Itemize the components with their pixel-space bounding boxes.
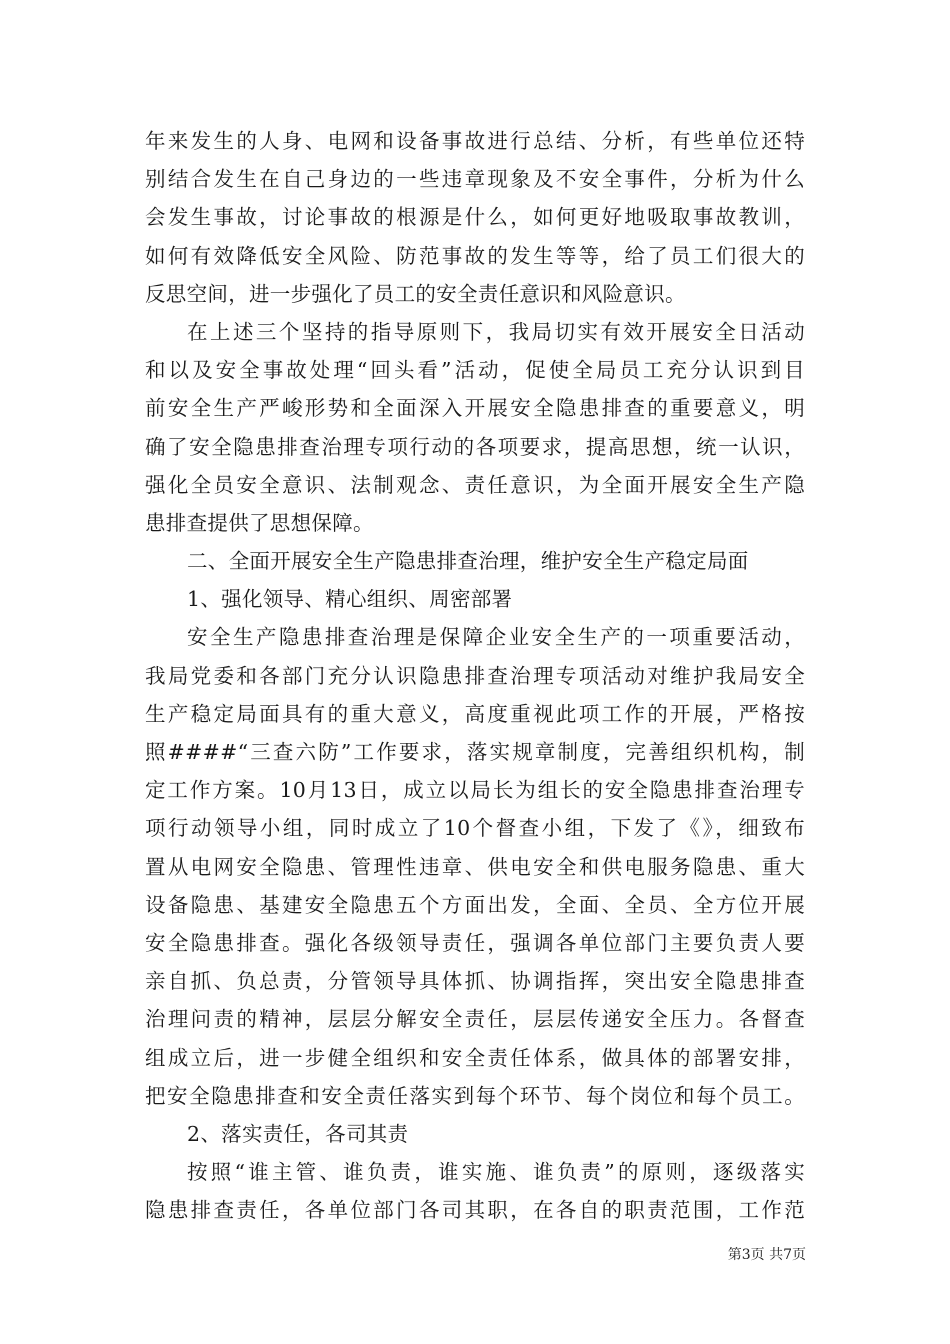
text-line: 二、全面开展安全生产隐患排查治理，维护安全生产稳定局面 — [187, 549, 749, 574]
text-line: 项行动领导小组，同时成立了10个督查小组，下发了《》，细致布 — [145, 816, 805, 841]
text-line: 2、落实责任，各司其责 — [187, 1121, 409, 1146]
text-line: 强化全员安全意识、法制观念、责任意识，为全面开展安全生产隐 — [145, 472, 805, 497]
text-line: 确了安全隐患排查治理专项行动的各项要求，提高思想，统一认识， — [145, 434, 805, 459]
text-line: 1、强化领导、精心组织、周密部署 — [187, 587, 513, 612]
text-line: 安全隐患排查。强化各级领导责任，强调各单位部门主要负责人要 — [145, 930, 805, 955]
text-line: 亲自抓、负总责，分管领导具体抓、协调指挥，突出安全隐患排查 — [145, 969, 805, 994]
text-line: 定工作方案。10月13日，成立以局长为组长的安全隐患排查治理专 — [145, 778, 805, 803]
text-line: 安全生产隐患排查治理是保障企业安全生产的一项重要活动， — [187, 625, 805, 650]
text-line: 设备隐患、基建安全隐患五个方面出发，全面、全员、全方位开展 — [145, 892, 805, 917]
text-line: 如何有效降低安全风险、防范事故的发生等等，给了员工们很大的 — [145, 243, 805, 268]
text-line: 患排查提供了思想保障。 — [145, 510, 374, 535]
text-line: 按照“谁主管、谁负责，谁实施、谁负责”的原则，逐级落实 — [187, 1160, 805, 1185]
text-line: 我局党委和各部门充分认识隐患排查治理专项活动对维护我局安全 — [145, 663, 805, 688]
text-line: 治理问责的精神，层层分解安全责任，层层传递安全压力。各督查 — [145, 1007, 805, 1032]
text-line: 会发生事故，讨论事故的根源是什么，如何更好地吸取事故教训， — [145, 205, 805, 230]
text-line: 照####“三查六防”工作要求，落实规章制度，完善组织机构，制 — [145, 740, 805, 764]
text-line: 隐患排查责任，各单位部门各司其职，在各自的职责范围，工作范 — [145, 1198, 805, 1223]
text-line: 把安全隐患排查和安全责任落实到每个环节、每个岗位和每个员工。 — [145, 1083, 805, 1108]
text-line: 组成立后，进一步健全组织和安全责任体系，做具体的部署安排， — [145, 1045, 805, 1070]
text-line: 置从电网安全隐患、管理性违章、供电安全和供电服务隐患、重大 — [145, 854, 805, 879]
text-line: 前安全生产严峻形势和全面深入开展安全隐患排查的重要意义，明 — [145, 396, 805, 421]
text-line: 生产稳定局面具有的重大意义，高度重视此项工作的开展，严格按 — [145, 701, 805, 726]
text-line: 反思空间，进一步强化了员工的安全责任意识和风险意识。 — [145, 281, 686, 306]
body-text — [145, 122, 805, 1229]
text-line: 别结合发生在自己身边的一些违章现象及不安全事件，分析为什么 — [145, 167, 805, 192]
text-line: 在上述三个坚持的指导原则下，我局切实有效开展安全日活动 — [187, 319, 805, 344]
page-number-footer: 第3页 共7页 — [727, 1247, 806, 1263]
text-line: 年来发生的人身、电网和设备事故进行总结、分析，有些单位还特 — [145, 129, 805, 153]
text-line: 和以及安全事故处理“回头看”活动，促使全局员工充分认识到目 — [145, 358, 805, 383]
